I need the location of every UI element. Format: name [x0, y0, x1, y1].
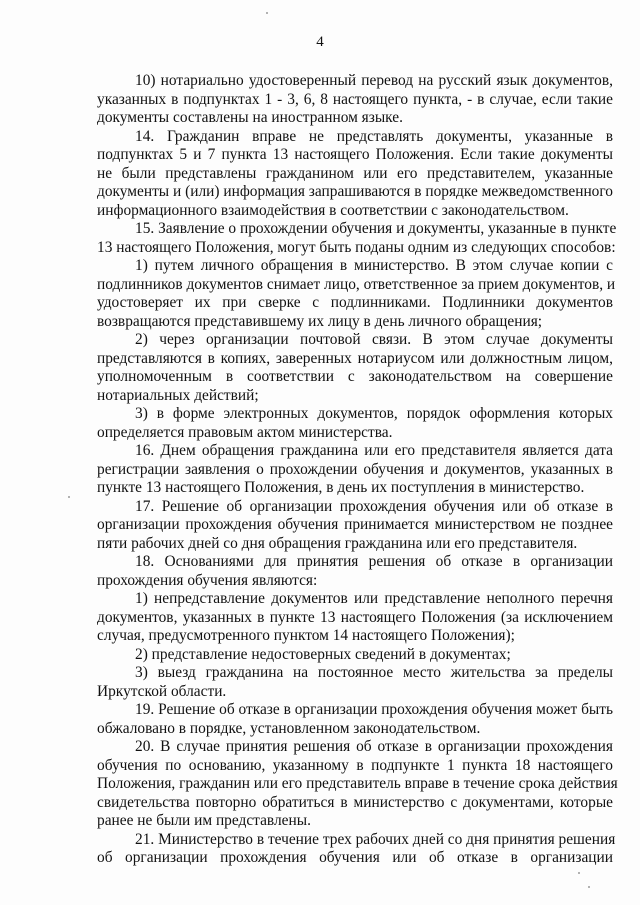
scan-speck: [68, 496, 70, 498]
paragraph-18: [97, 553, 613, 590]
text-line: 10) нотариально удостоверенный перевод на русский язык документов,: [135, 72, 613, 89]
paragraph-15-item-1: [97, 257, 616, 331]
paragraph-15-item-2: [97, 331, 613, 405]
paragraph-20: [97, 738, 618, 831]
text-line: 2) через организации почтовой связи. В этом случае документы: [135, 331, 613, 348]
text-line: 15. Заявление о прохождении обучения и документы, указанные в пункте: [135, 220, 617, 237]
text-line: об организации прохождения обучения или об отказе в организации: [97, 849, 613, 866]
text-line: подлинников документов снимает лицо, ответственное за прием документов, и: [97, 275, 616, 293]
text-line: пункте 13 настоящего Положения, в день их поступления в министерство.: [97, 479, 585, 496]
text-line: представляются в копиях, заверенных нотариусом или должностным лицом,: [97, 349, 613, 367]
text-line: обучения по основанию, указанному в подпункте 1 пункта 18 настоящего: [97, 756, 613, 774]
paragraph-18-item-2: [97, 646, 613, 665]
text-line: ранее не были им представлены.: [97, 812, 311, 829]
text-line: документы составлены на иностранном языке.: [97, 109, 403, 126]
text-line: 17. Решение об организации прохождения обучения или об отказе в: [135, 497, 613, 515]
text-line: документов, указанных в пункте 13 настоящего Положения (за исключением: [97, 608, 613, 626]
text-line: указанных в подпунктах 1 - 3, 6, 8 настоящего пункта, - в случае, если такие: [97, 90, 613, 108]
text-line: 3) в форме электронных документов, порядок оформления которых: [135, 405, 613, 422]
text-line: случая, предусмотренного пунктом 14 настоящего Положения);: [97, 627, 515, 644]
paragraph-10: [97, 72, 613, 128]
paragraph-16: [97, 442, 613, 498]
text-line: 21. Министерство в течение трех рабочих дней со дня принятия решения: [135, 830, 616, 848]
text-line: 19. Решение об отказе в организации прохождения обучения может быть: [135, 701, 613, 718]
paragraph-15-item-3: [97, 405, 613, 442]
scan-speck: [588, 886, 590, 888]
text-line: определяется правовым актом министерства.: [97, 423, 393, 441]
scan-speck: [578, 872, 580, 874]
text-line: свидетельства повторно обратиться в министерство с документами, которые: [97, 793, 613, 811]
paragraph-18-item-3: [97, 664, 613, 701]
paragraph-19: [97, 701, 613, 738]
text-line: подпунктах 5 и 7 пункта 13 настоящего Положения. Если такие документы: [97, 146, 613, 163]
text-line: 20. В случае принятия решения об отказе в организации прохождения: [135, 738, 613, 755]
paragraph-15: [97, 220, 617, 257]
text-line: удостоверяет их при сверке с подлинниками. Подлинники документов: [97, 294, 613, 311]
paragraph-21: [97, 830, 616, 868]
page-number: 4: [316, 34, 324, 50]
text-line: 18. Основаниями для принятия решения об отказе в организации: [135, 553, 613, 570]
text-line: документы и (или) информация запрашиваются в порядке межведомственного: [97, 183, 613, 200]
text-line: 16. Днем обращения гражданина или его представителя является дата: [135, 442, 613, 459]
text-line: пяти рабочих дней со дня обращения гражданина или его представителя.: [97, 534, 578, 552]
text-line: 13 настоящего Положения, могут быть поданы одним из следующих способов:: [97, 238, 616, 256]
text-line: Иркутской области.: [97, 682, 227, 700]
text-line: прохождения обучения являются:: [97, 571, 318, 589]
text-line: уполномоченным в соответствии с законодательством на совершение: [97, 368, 613, 385]
text-line: не были представлены гражданином или его представителем, указанные: [97, 164, 613, 182]
text-line: 1) непредставление документов или представление неполного перечня: [135, 590, 613, 607]
text-line: 3) выезд гражданина на постоянное место жительства за пределы: [135, 664, 613, 681]
text-line: 2) представление недостоверных сведений в документах;: [135, 645, 511, 663]
text-line: обжаловано в порядке, установленном законодательством.: [97, 719, 481, 737]
text-line: информационного взаимодействия в соответствии с законодательством.: [97, 201, 569, 219]
text-line: 14. Гражданин вправе не представлять документы, указанные в: [135, 127, 613, 145]
text-line: Положения, гражданин или его представитель вправе в течение срока действия: [97, 775, 618, 792]
paragraph-17: [97, 498, 613, 554]
document-body: [97, 72, 618, 868]
text-line: 1) путем личного обращения в министерство. В этом случае копии с: [135, 257, 613, 274]
scan-speck: [266, 12, 268, 14]
text-line: нотариальных действий;: [97, 386, 259, 404]
text-line: возвращаются представившему их лицу в день личного обращения;: [97, 312, 543, 330]
text-line: регистрации заявления о прохождении обучения и документов, указанных в: [97, 460, 613, 478]
paragraph-14: [97, 128, 613, 221]
paragraph-18-item-1: [97, 590, 613, 646]
text-line: организации прохождения обучения принимается министерством не позднее: [97, 516, 613, 533]
